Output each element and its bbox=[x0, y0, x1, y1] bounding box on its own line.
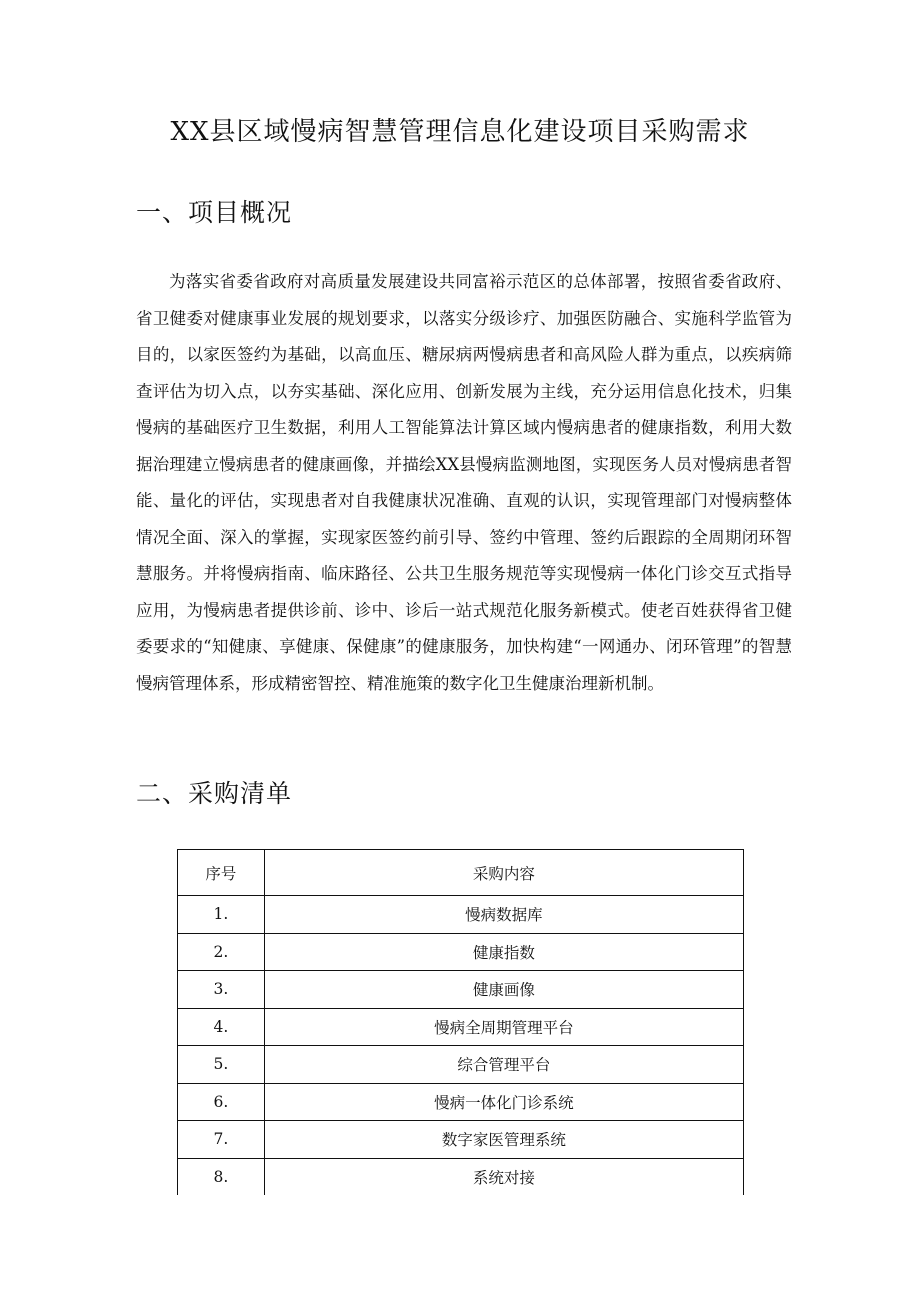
table-row bbox=[178, 933, 744, 971]
row-content: 慢病全周期管理平台 bbox=[264, 1008, 743, 1046]
overview-paragraph: 为落实省委省政府对高质量发展建设共同富裕示范区的总体部署，按照省委省政府、省卫健委对健康事业发展的规划要求，以落实分级诊疗、加强医防融合、实施科学监管为目的，以家医签约为基础，以高血压、糖尿病两慢病患者和高风险人群为重点，以疾病筛查评估为切入点，以夯实基础、深化应用、创新发展为主线，充分运用信息化技术，归集慢病的基础医疗卫生数据，利用人工智能算法计算区域内慢病患者的健康指数，利用大数据治理建立慢病患者的健康画像，并描绘XX县慢病监测地图，实现医务人员对慢病患者智能、量化的评估，实现患者对自我健康状况准确、直观的认识，实现管理部门对慢病整体情况全面、深入的掌握，实现家医签约前引导、签约中管理、签约后跟踪的全周期闭环智慧服务。并将慢病指南、临床路径、公共卫生服务规范等实现慢病一体化门诊交互式指导应用，为慢病患者提供诊前、诊中、诊后一站式规范化服务新模式。使老百姓获得省卫健委要求的“知健康、享健康、保健康”的健康服务，加快构建“一网通办、闭环管理”的智慧慢病管理体系，形成精密智控、精准施策的数字化卫生健康治理新机制。 bbox=[136, 272, 792, 693]
row-content: 综合管理平台 bbox=[264, 1046, 743, 1084]
row-number: 3. bbox=[178, 971, 265, 1009]
table-row bbox=[178, 1008, 744, 1046]
table-row bbox=[178, 1083, 744, 1121]
table-row bbox=[178, 971, 744, 1009]
row-number: 5. bbox=[178, 1046, 265, 1084]
row-content: 慢病数据库 bbox=[264, 896, 743, 934]
row-number: 1. bbox=[178, 896, 265, 934]
document-title: XX县区域慢病智慧管理信息化建设项目采购需求 bbox=[170, 117, 750, 147]
row-content: 数字家医管理系统 bbox=[264, 1121, 743, 1159]
row-number: 8. bbox=[178, 1158, 265, 1195]
column-header-number: 序号 bbox=[178, 850, 265, 896]
row-number: 7. bbox=[178, 1121, 265, 1159]
section-heading-overview: 一、项目概况 bbox=[136, 198, 293, 227]
table-row bbox=[178, 896, 744, 934]
table-row bbox=[178, 1121, 744, 1159]
table-row bbox=[178, 1046, 744, 1084]
section-heading-procurement-list: 二、采购清单 bbox=[136, 779, 293, 808]
row-number: 2. bbox=[178, 933, 265, 971]
row-content: 慢病一体化门诊系统 bbox=[264, 1083, 743, 1121]
row-content: 健康指数 bbox=[264, 933, 743, 971]
row-content: 系统对接 bbox=[264, 1158, 743, 1195]
row-content: 健康画像 bbox=[264, 971, 743, 1009]
table-row bbox=[178, 1158, 744, 1195]
row-number: 4. bbox=[178, 1008, 265, 1046]
procurement-table bbox=[177, 849, 744, 1195]
row-number: 6. bbox=[178, 1083, 265, 1121]
table-header-row bbox=[178, 850, 744, 896]
column-header-content: 采购内容 bbox=[264, 850, 743, 896]
